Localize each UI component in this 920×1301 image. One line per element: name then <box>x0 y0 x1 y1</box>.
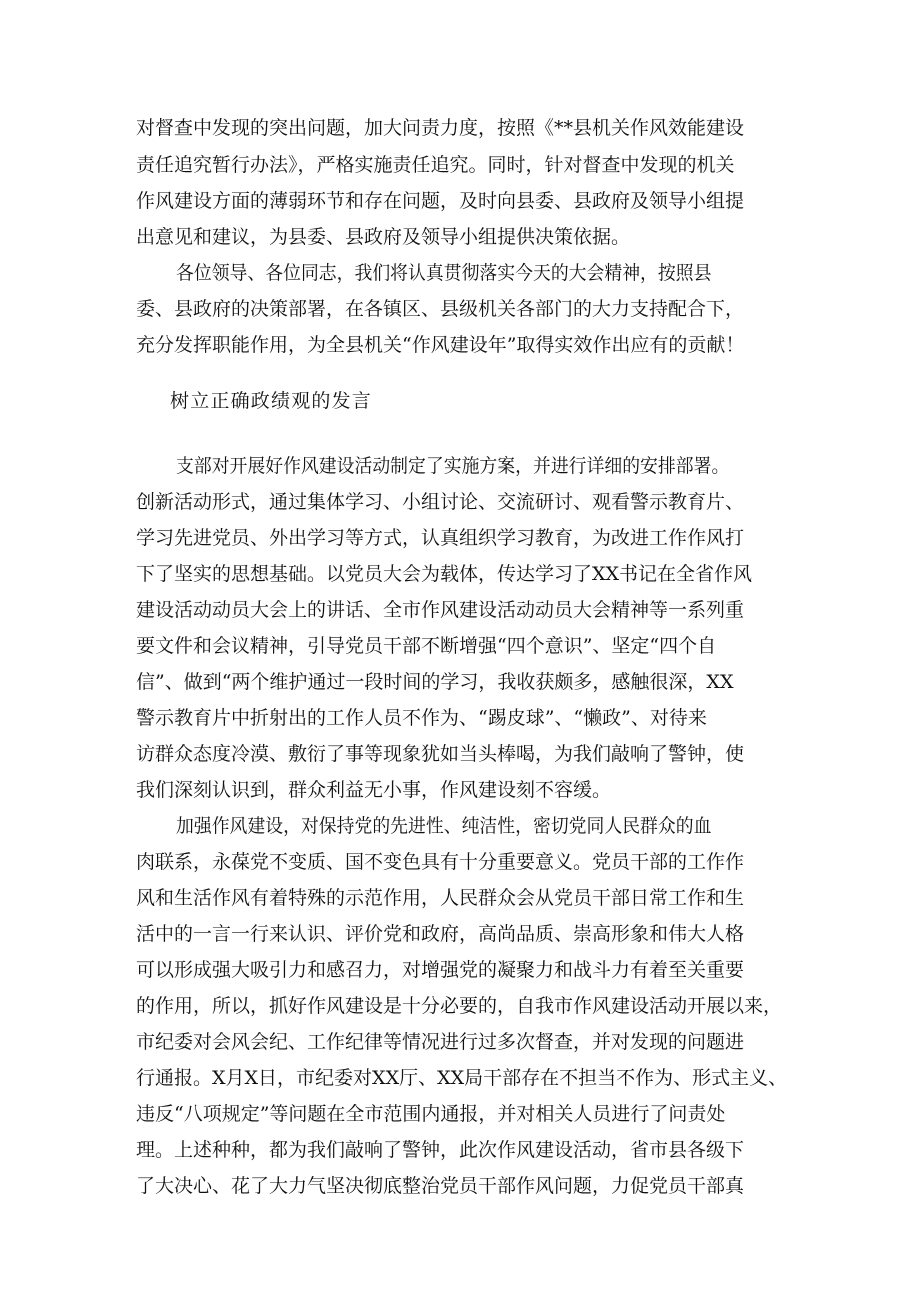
paragraph-1-line: 作风建设方面的薄弱环节和存在问题，及时向县委、县政府及领导小组提 <box>136 190 745 212</box>
paragraph-1-line: 责任追究暂行办法》，严格实施责任追究。同时，针对督查中发现的机关 <box>136 154 735 176</box>
paragraph-2-line: 充分发挥职能作用，为全县机关“作风建设年”取得实效作出应有的贡献！ <box>136 334 745 356</box>
paragraph-3-line: 创新活动形式，通过集体学习、小组讨论、交流研讨、观看警示教育片、 <box>136 491 745 513</box>
paragraph-3-line: 支部对开展好作风建设活动制定了实施方案，并进行详细的安排部署。 <box>176 455 730 477</box>
paragraph-3-line: 学习先进党员、外出学习等方式，认真组织学习教育，为改进工作作风打 <box>136 527 745 549</box>
paragraph-4-line: 风和生活作风有着特殊的示范作用，人民群众会从党员干部日常工作和生 <box>136 887 745 909</box>
paragraph-2-line: 委、县政府的决策部署，在各镇区、县级机关各部门的大力支持配合下， <box>136 298 745 320</box>
section-heading: 树立正确政绩观的发言 <box>170 390 373 412</box>
paragraph-3-line: 下了坚实的思想基础。以党员大会为载体，传达学习了XX书记在全省作风 <box>136 563 753 585</box>
paragraph-4-line: 的作用，所以，抓好作风建设是十分必要的，自我市作风建设活动开展以来， <box>136 995 783 1017</box>
paragraph-4-line: 加强作风建设，对保持党的先进性、纯洁性，密切党同人民群众的血 <box>176 815 712 837</box>
paragraph-4-line: 肉联系，永葆党不变质、国不变色具有十分重要意义。党员干部的工作作 <box>136 851 745 873</box>
paragraph-3-line: 要文件和会议精神，引导党员干部不断增强“四个意识”、坚定“四个自 <box>136 635 717 657</box>
paragraph-3-line: 警示教育片中折射出的工作人员不作为、“踢皮球”、“懒政”、对待来 <box>136 707 707 729</box>
paragraph-4-line: 可以形成强大吸引力和感召力，对增强党的凝聚力和战斗力有着至关重要 <box>136 959 745 981</box>
paragraph-4-line: 行通报。X月X日，市纪委对XX厅、XX局干部存在不担当不作为、形式主义、 <box>136 1067 788 1089</box>
paragraph-4-line: 违反“八项规定”等问题在全市范围内通报，并对相关人员进行了问责处 <box>136 1103 726 1125</box>
paragraph-4-line: 活中的一言一行来认识、评价党和政府，高尚品质、崇高形象和伟大人格 <box>136 923 745 945</box>
paragraph-3-line: 我们深刻认识到，群众利益无小事，作风建设刻不容缓。 <box>136 779 612 801</box>
paragraph-4-line: 市纪委对会风会纪、工作纪律等情况进行过多次督查，并对发现的问题进 <box>136 1031 745 1053</box>
paragraph-3-line: 建设活动动员大会上的讲话、全市作风建设活动动员大会精神等一系列重 <box>136 599 745 621</box>
paragraph-1-line: 对督查中发现的突出问题，加大问责力度，按照《**县机关作风效能建设 <box>136 117 745 139</box>
paragraph-1-line: 出意见和建议，为县委、县政府及领导小组提供决策依据。 <box>136 226 631 248</box>
paragraph-3-line: 信”、做到“两个维护通过一段时间的学习，我收获颇多，感触很深，XX <box>136 671 734 693</box>
paragraph-2-line: 各位领导、各位同志，我们将认真贯彻落实今天的大会精神，按照县 <box>176 262 712 284</box>
paragraph-3-line: 访群众态度冷漠、敷衍了事等现象犹如当头棒喝，为我们敲响了警钟，使 <box>136 743 745 765</box>
paragraph-4-line: 了大决心、花了大力气坚决彻底整治党员干部作风问题，力促党员干部真 <box>136 1175 745 1197</box>
paragraph-4-line: 理。上述种种，都为我们敲响了警钟，此次作风建设活动，省市县各级下 <box>136 1139 745 1161</box>
